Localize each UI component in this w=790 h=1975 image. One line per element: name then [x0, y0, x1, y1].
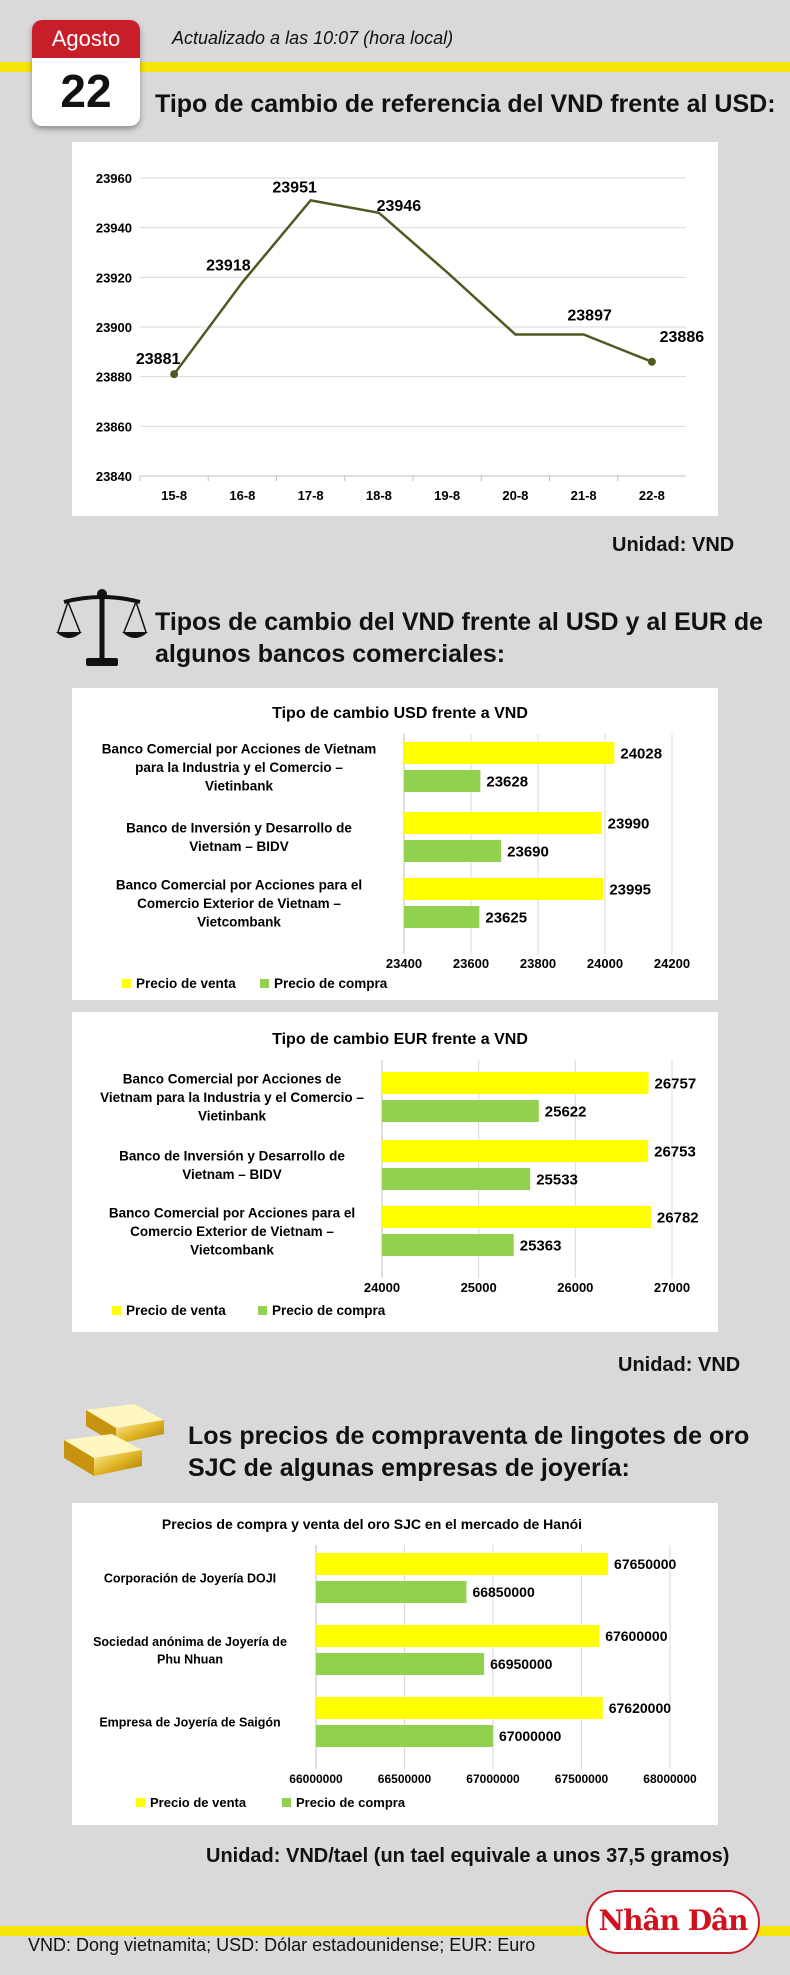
bar-buy: [316, 1581, 466, 1603]
category-label: Vietinbank: [197, 1108, 267, 1124]
bar-sell: [404, 742, 614, 764]
x-tick-label: 19-8: [434, 488, 461, 503]
y-tick-label: 23920: [95, 270, 132, 286]
data-label: 25363: [519, 1237, 562, 1255]
legend-label: Precio de venta: [150, 1795, 247, 1810]
usd-bank-rate-bar-chart: [72, 688, 718, 1000]
x-tick-label: 67500000: [554, 1772, 609, 1786]
category-label: para la Industria y el Comercio –: [135, 759, 343, 775]
x-tick-label: 67000000: [466, 1772, 520, 1786]
x-tick-label: 66500000: [377, 1772, 432, 1786]
x-tick-label: 18-8: [365, 488, 392, 503]
bar-sell: [382, 1206, 651, 1228]
data-point: [648, 358, 656, 366]
chart-title: Tipo de cambio USD frente a VND: [272, 705, 528, 722]
bar-buy: [316, 1725, 493, 1747]
section-title-bank-rates: Tipos de cambio del VND frente al USD y al EUR de algunos bancos comerciales:: [155, 608, 764, 668]
chart-title: Precios de compra y venta del oro SJC en el mercado de Hanói: [161, 1516, 583, 1532]
x-tick-label: 68000000: [643, 1772, 697, 1786]
legend-label: Precio de venta: [126, 1303, 226, 1318]
legend-label: Precio de compra: [296, 1795, 406, 1810]
data-label: 24028: [620, 745, 663, 763]
gold-bars-icon: [56, 1400, 180, 1484]
category-label: Comercio Exterior de Vietnam –: [137, 895, 341, 911]
bar-sell: [316, 1697, 603, 1719]
x-tick-label: 23400: [385, 956, 423, 971]
legend-swatch: [260, 979, 269, 988]
bar-sell: [404, 878, 603, 900]
data-label: 66850000: [472, 1584, 535, 1601]
category-label: Phu Nhuan: [157, 1652, 223, 1667]
data-label: 26782: [656, 1209, 699, 1227]
x-tick-label: 17-8: [297, 488, 324, 503]
x-tick-label: 23800: [519, 956, 557, 971]
category-label: Vietnam – BIDV: [189, 839, 289, 855]
data-label: 26753: [654, 1143, 696, 1161]
calendar-month: Agosto: [32, 20, 140, 58]
legend-swatch: [282, 1798, 291, 1807]
legend-swatch: [258, 1306, 267, 1315]
x-tick-label: 24000: [363, 1280, 401, 1295]
section-title-reference-rate: Tipo de cambio de referencia del VND frente al USD:: [155, 90, 776, 118]
chart-title: Tipo de cambio EUR frente a VND: [272, 1031, 528, 1048]
bar-sell: [316, 1625, 599, 1647]
category-label: Vietcombank: [190, 1242, 274, 1258]
gold-bar-chart-panel: [72, 1503, 718, 1825]
unit-label-2: Unidad: VND: [618, 1354, 741, 1376]
data-label: 23995: [609, 881, 652, 899]
data-label: 67600000: [605, 1628, 668, 1645]
gold-price-bar-chart: [72, 1503, 718, 1825]
eur-bank-rate-bar-chart: [72, 1012, 718, 1332]
category-label: Banco Comercial por Acciones de: [122, 1071, 342, 1087]
x-tick-label: 23600: [452, 956, 490, 971]
category-label: Banco de Inversión y Desarrollo de: [119, 1148, 345, 1164]
bar-buy: [382, 1100, 539, 1122]
bar-buy: [404, 840, 501, 862]
data-label: 25622: [544, 1103, 587, 1121]
date-calendar: [32, 20, 140, 126]
unit-label-1: Unidad: VND: [612, 534, 735, 556]
y-tick-label: 23900: [95, 320, 132, 335]
category-label: Banco Comercial por Acciones para el: [115, 877, 363, 893]
data-label: 67000000: [499, 1728, 562, 1745]
footer-glossary: VND: Dong vietnamita; USD: Dólar estadounidense; EUR: Euro: [28, 1935, 536, 1955]
bar-buy: [382, 1168, 530, 1190]
x-tick-label: 27000: [653, 1280, 691, 1295]
nhan-dan-logo: Nhân Dân: [586, 1890, 760, 1954]
data-label: 23918: [206, 257, 251, 275]
bar-sell: [316, 1553, 608, 1575]
y-tick-label: 23940: [95, 220, 132, 236]
bar-buy: [316, 1653, 484, 1675]
x-tick-label: 26000: [557, 1280, 594, 1295]
data-label: 23990: [607, 815, 650, 833]
data-label: 23690: [507, 843, 549, 861]
category-label: Banco Comercial por Acciones de Vietnam: [101, 741, 377, 757]
data-label: 66950000: [490, 1656, 553, 1673]
data-label: 23881: [135, 351, 181, 369]
data-label: 23625: [485, 909, 528, 927]
unit-label-3: Unidad: VND/tael (un tael equivale a unos 37,5 gramos): [206, 1845, 730, 1867]
y-tick-label: 23880: [95, 369, 132, 385]
x-tick-label: 20-8: [502, 488, 529, 503]
x-tick-label: 25000: [460, 1280, 497, 1295]
data-label: 23886: [659, 328, 705, 346]
y-tick-label: 23860: [95, 419, 132, 435]
updated-time: Actualizado a las 10:07 (hora local): [172, 28, 454, 48]
x-tick-label: 22-8: [638, 488, 665, 503]
category-label: Empresa de Joyería de Saigón: [99, 1715, 281, 1730]
category-label: Vietnam para la Industria y el Comercio –: [100, 1089, 364, 1105]
legend-label: Precio de compra: [272, 1303, 386, 1318]
category-label: Vietcombank: [197, 914, 281, 930]
category-label: Sociedad anónima de Joyería de: [93, 1634, 287, 1649]
data-label: 25533: [536, 1171, 578, 1189]
usd-bar-chart-panel: [72, 688, 718, 1000]
legend-swatch: [122, 979, 131, 988]
category-label: Comercio Exterior de Vietnam –: [130, 1223, 334, 1239]
legend-label: Precio de compra: [274, 976, 388, 991]
y-tick-label: 23840: [95, 469, 132, 484]
bar-sell: [382, 1072, 649, 1094]
x-tick-label: 66000000: [289, 1772, 343, 1786]
reference-rate-line-chart: [72, 142, 718, 516]
x-tick-label: 24200: [653, 956, 691, 971]
bar-sell: [382, 1140, 648, 1162]
category-label: Vietinbank: [204, 778, 274, 794]
legend-label: Precio de venta: [136, 976, 236, 991]
data-label: 23951: [272, 179, 317, 197]
category-label: Vietnam – BIDV: [182, 1167, 282, 1183]
data-label: 67620000: [608, 1700, 672, 1717]
eur-bar-chart-panel: [72, 1012, 718, 1332]
x-tick-label: 16-8: [229, 488, 256, 503]
legend-swatch: [136, 1798, 145, 1807]
line-chart-panel: [72, 142, 718, 516]
data-label: 26757: [654, 1075, 697, 1093]
category-label: Banco Comercial por Acciones para el: [108, 1205, 356, 1221]
data-label: 67650000: [614, 1556, 677, 1573]
series-line: [174, 197, 652, 374]
calendar-day: 22: [60, 65, 112, 117]
scales-icon: [56, 588, 148, 670]
data-label: 23897: [567, 307, 612, 325]
legend-swatch: [112, 1306, 121, 1315]
category-label: Banco de Inversión y Desarrollo de: [126, 820, 352, 836]
x-tick-label: 24000: [586, 956, 624, 971]
y-tick-label: 23960: [95, 171, 132, 186]
x-tick-label: 21-8: [570, 488, 597, 503]
bar-sell: [404, 812, 602, 834]
data-point: [170, 370, 178, 378]
category-label: Corporación de Joyería DOJI: [103, 1571, 277, 1586]
x-tick-label: 15-8: [161, 488, 188, 503]
bar-buy: [382, 1234, 514, 1256]
data-label: 23628: [486, 773, 529, 791]
bar-buy: [404, 906, 479, 928]
section-title-gold-prices: Los precios de compraventa de lingotes de oro SJC de algunas empresas de joyería:: [188, 1422, 750, 1482]
data-label: 23946: [376, 197, 422, 215]
bar-buy: [404, 770, 480, 792]
